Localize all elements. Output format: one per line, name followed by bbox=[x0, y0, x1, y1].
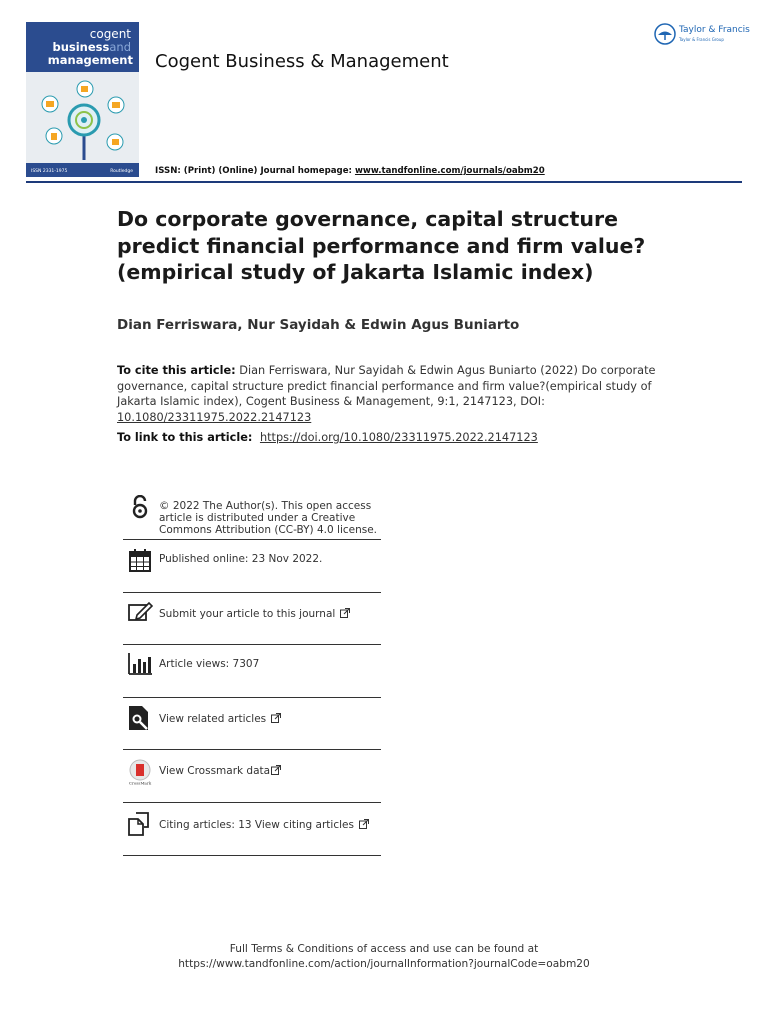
open-access-icon bbox=[127, 495, 153, 521]
bar-chart-icon bbox=[127, 651, 153, 677]
crossmark-link[interactable] bbox=[159, 765, 281, 777]
cover-illustration-icon bbox=[26, 72, 139, 163]
external-link-icon[interactable] bbox=[359, 819, 369, 829]
publisher-group: Taylor & Francis Group bbox=[679, 37, 724, 42]
search-document-icon bbox=[127, 705, 153, 731]
citing-articles-link[interactable] bbox=[159, 819, 369, 831]
info-row-license bbox=[123, 494, 381, 540]
crossmark-text[interactable]: View Crossmark data bbox=[159, 765, 271, 777]
article-authors: Dian Ferriswara, Nur Sayidah & Edwin Agus Buniarto bbox=[117, 317, 520, 333]
tf-logo-icon[interactable] bbox=[654, 22, 676, 46]
cover-title-business: business bbox=[52, 40, 110, 54]
cover-title-line2 bbox=[52, 40, 131, 54]
submit-article-text[interactable]: Submit your article to this journal bbox=[159, 608, 336, 620]
article-views-text: Article views: 7307 bbox=[159, 658, 260, 670]
article-title: Do corporate governance, capital structure predict financial performance and firm value?(empirical study of Jakarta Islamic index) bbox=[117, 207, 646, 284]
citation-doi-link[interactable]: 10.1080/23311975.2022.2147123 bbox=[117, 410, 312, 424]
info-row-views bbox=[123, 644, 381, 698]
calendar-icon bbox=[127, 548, 153, 574]
publisher-name[interactable]: Taylor & Francis bbox=[679, 25, 750, 35]
published-date-text: Published online: 23 Nov 2022. bbox=[159, 553, 323, 565]
journal-homepage-link[interactable]: www.tandfonline.com/journals/oabm20 bbox=[354, 166, 545, 176]
journal-title: Cogent Business & Management bbox=[155, 51, 449, 72]
edit-icon bbox=[127, 599, 153, 625]
cover-publisher-logo: Routledge bbox=[110, 169, 133, 174]
info-row-published bbox=[123, 539, 381, 593]
footer-terms bbox=[0, 942, 768, 972]
license-text: © 2022 The Author(s). This open access article is distributed under a Creative Commons Attribution (CC-BY) 4.0 license. bbox=[159, 500, 378, 536]
info-row-related[interactable] bbox=[123, 697, 381, 750]
info-row-submit[interactable] bbox=[123, 592, 381, 645]
citing-articles-icon bbox=[127, 811, 153, 837]
issn-line bbox=[155, 166, 545, 176]
crossmark-icon bbox=[127, 759, 153, 785]
external-link-icon[interactable] bbox=[271, 765, 281, 775]
crossmark-label: CrossMark bbox=[128, 780, 152, 785]
external-link-icon[interactable] bbox=[271, 713, 281, 723]
citation-text: Dian Ferriswara, Nur Sayidah & Edwin Agus Buniarto (2022) Do corporate governance, capital structure predict financial performance and firm value?(empirical study of Jakarta Islamic index), Cogent Business & Management, 9:1, 2147123, DOI: bbox=[117, 364, 656, 408]
journal-cover bbox=[26, 22, 139, 177]
link-label: To link to this article: bbox=[117, 431, 257, 444]
footer-line-1: Full Terms & Conditions of access and use can be found at bbox=[229, 943, 539, 955]
cover-title-and: and bbox=[109, 40, 131, 54]
article-doi-link[interactable]: https://doi.org/10.1080/23311975.2022.2147123 bbox=[259, 431, 538, 444]
external-link-icon[interactable] bbox=[340, 608, 350, 618]
info-row-crossmark[interactable] bbox=[123, 749, 381, 803]
citation-label: To cite this article: bbox=[117, 364, 236, 377]
info-row-citing[interactable] bbox=[123, 802, 381, 856]
article-link-line bbox=[117, 431, 538, 444]
citing-articles-text[interactable]: Citing articles: 13 View citing articles bbox=[159, 819, 354, 831]
cover-title-line3: management bbox=[47, 53, 133, 67]
related-articles-link[interactable] bbox=[159, 713, 281, 725]
related-articles-text[interactable]: View related articles bbox=[159, 713, 267, 725]
cover-brand: cogent bbox=[89, 27, 131, 41]
issn-label: ISSN: (Print) (Online) Journal homepage: bbox=[155, 166, 355, 176]
citation-block bbox=[117, 363, 657, 425]
footer-terms-link[interactable]: https://www.tandfonline.com/action/journalInformation?journalCode=oabm20 bbox=[178, 958, 590, 970]
cover-issn: ISSN 2331-1975 bbox=[31, 169, 68, 174]
submit-article-link[interactable] bbox=[159, 608, 350, 620]
header-divider bbox=[26, 181, 742, 183]
